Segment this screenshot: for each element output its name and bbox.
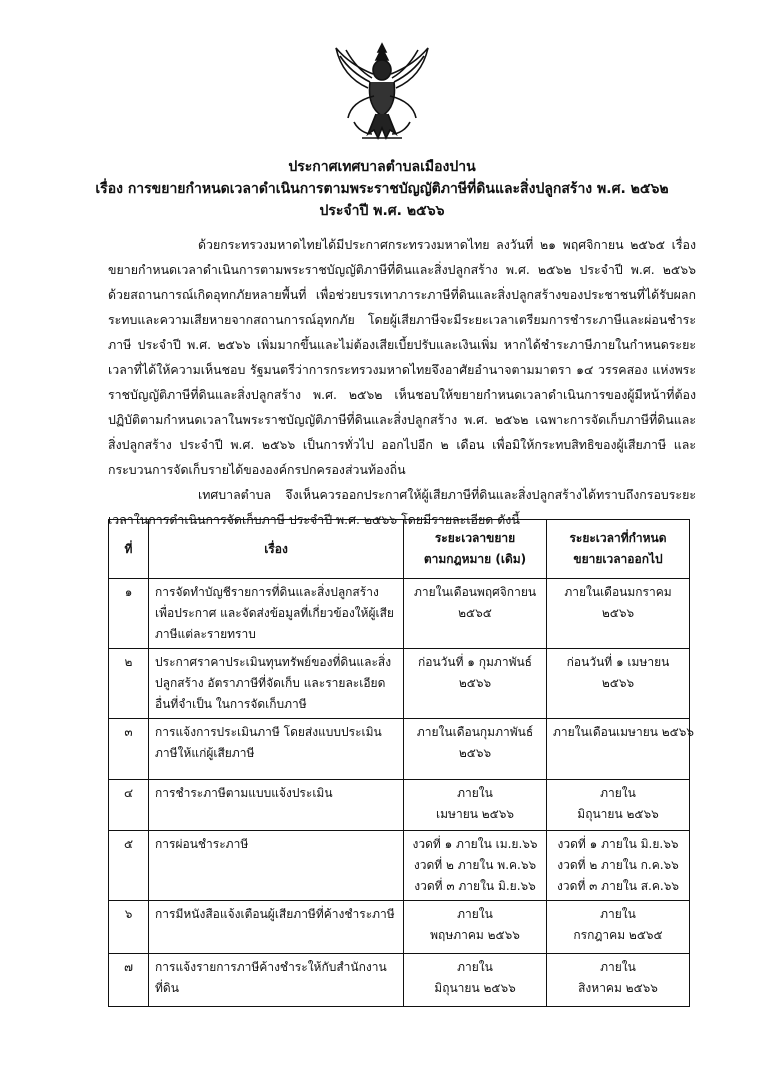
row-new-period: งวดที่ ๑ ภายใน มิ.ย.๖๖ งวดที่ ๒ ภายใน ก.ค.๖๖ งวดที่ ๓ ภายใน ส.ค.๖๖	[547, 831, 690, 901]
row-topic: การแจ้งรายการภาษีค้างชำระให้กับสำนักงานที่ดิน	[149, 954, 404, 1007]
row-topic: การจัดทำบัญชีรายการที่ดินและสิ่งปลูกสร้างเพื่อประกาศ และจัดส่งข้อมูลที่เกี่ยวข้องให้ผู้เสียภาษีแต่ละรายทราบ	[149, 579, 404, 649]
row-no: ๗	[109, 954, 149, 1007]
header-topic: เรื่อง	[149, 520, 404, 579]
table-row	[109, 780, 690, 831]
schedule-table	[108, 519, 694, 1007]
row-old-period: ภายใน มิถุนายน ๒๕๖๖	[404, 954, 547, 1007]
table-row	[109, 954, 690, 1007]
title-line-2: เรื่อง การขยายกำหนดเวลาดำเนินการตามพระราชบัญญัติภาษีที่ดินและสิ่งปลูกสร้าง พ.ศ. ๒๕๖๒	[95, 181, 669, 197]
row-no: ๕	[109, 831, 149, 901]
title-line-3: ประจำปี พ.ศ. ๒๕๖๖	[319, 203, 445, 219]
garuda-emblem-icon	[328, 38, 436, 148]
row-topic: การผ่อนชำระภาษี	[149, 831, 404, 901]
table-row	[109, 831, 690, 901]
table-header-row	[109, 520, 690, 579]
announcement-body	[108, 232, 696, 532]
row-topic: ประกาศราคาประเมินทุนทรัพย์ของที่ดินและสิ่งปลูกสร้าง อัตราภาษีที่จัดเก็บ และรายละเอียดอื่นที่จำเป็น ในการจัดเก็บภาษี	[149, 649, 404, 719]
paragraph-2: เทศบาลตำบล จึงเห็นควรออกประกาศให้ผู้เสียภาษีที่ดินและสิ่งปลูกสร้างได้ทราบถึงกรอบระยะเวลาในการดำเนินการจัดเก็บภาษี ประจำปี พ.ศ. ๒๕๖๖ โดยมีรายละเอียด ดังนี้	[108, 487, 696, 527]
row-new-period: ภายใน มิถุนายน ๒๕๖๖	[547, 780, 690, 831]
row-no: ๓	[109, 719, 149, 780]
title-line-1: ประกาศเทศบาลตำบลเมืองปาน	[288, 159, 476, 175]
row-topic: การแจ้งการประเมินภาษี โดยส่งแบบประเมินภาษีให้แก่ผู้เสียภาษี	[149, 719, 404, 780]
row-no: ๑	[109, 579, 149, 649]
row-old-period: ภายใน พฤษภาคม ๒๕๖๖	[404, 901, 547, 954]
row-topic: การชำระภาษีตามแบบแจ้งประเมิน	[149, 780, 404, 831]
row-no: ๒	[109, 649, 149, 719]
header-new-period: ระยะเวลาที่กำหนด ขยายเวลาออกไป	[547, 520, 690, 579]
row-old-period: ภายใน เมษายน ๒๕๖๖	[404, 780, 547, 831]
table-row	[109, 901, 690, 954]
row-no: ๔	[109, 780, 149, 831]
row-no: ๖	[109, 901, 149, 954]
row-old-period: ก่อนวันที่ ๑ กุมภาพันธ์ ๒๕๖๖	[404, 649, 547, 719]
row-topic: การมีหนังสือแจ้งเตือนผู้เสียภาษีที่ค้างชำระภาษี	[149, 901, 404, 954]
row-new-period: ภายในเดือนมกราคม ๒๕๖๖	[547, 579, 690, 649]
table-row	[109, 579, 690, 649]
row-new-period: ภายในเดือนเมษายน ๒๕๖๖	[547, 719, 690, 780]
row-old-period: ภายในเดือนกุมภาพันธ์ ๒๕๖๖	[404, 719, 547, 780]
row-old-period: งวดที่ ๑ ภายใน เม.ย.๖๖ งวดที่ ๒ ภายใน พ.ค.๖๖ งวดที่ ๓ ภายใน มิ.ย.๖๖	[404, 831, 547, 901]
header-no: ที่	[109, 520, 149, 579]
row-new-period: ภายใน กรกฎาคม ๒๕๖๕	[547, 901, 690, 954]
paragraph-1: ด้วยกระทรวงมหาดไทยได้มีประกาศกระทรวงมหาดไทย ลงวันที่ ๒๑ พฤศจิกายน ๒๕๖๕ เรื่องขยายกำหนดเวลาดำเนินการตามพระราชบัญญัติภาษีที่ดินและสิ่งปลูกสร้าง พ.ศ. ๒๕๖๒ ประจำปี พ.ศ. ๒๕๖๖ ด้วยสถานการณ์เกิดอุทกภัยหลายพื้นที่ เพื่อช่วยบรรเทาภาระภาษีที่ดินและสิ่งปลูกสร้างของประชาชนที่ได้รับผลกระทบและความเสียหายจากสถานการณ์อุทกภัย โดยผู้เสียภาษีจะมีระยะเวลาเตรียมการชำระภาษีและผ่อนชำระภาษี ประจำปี พ.ศ. ๒๕๖๖ เพิ่มมากขึ้นและไม่ต้องเสียเบี้ยปรับและเงินเพิ่ม หากได้ชำระภาษีภายในกำหนดระยะเวลาที่ได้ให้ความเห็นชอบ รัฐมนตรีว่าการกระทรวงมหาดไทยจึงอาศัยอำนาจตามมาตรา ๑๔ วรรคสอง แห่งพระราชบัญญัติภาษีที่ดินและสิ่งปลูกสร้าง พ.ศ. ๒๕๖๒ เห็นชอบให้ขยายกำหนดเวลาดำเนินการของผู้มีหน้าที่ต้องปฏิบัติตามกำหนดเวลาในพระราชบัญญัติภาษีที่ดินและสิ่งปลูกสร้าง พ.ศ. ๒๕๖๒ เฉพาะการจัดเก็บภาษีที่ดินและสิ่งปลูกสร้าง ประจำปี พ.ศ. ๒๕๖๖ เป็นการทั่วไป ออกไปอีก ๒ เดือน เพื่อมิให้กระทบสิทธิของผู้เสียภาษี และกระบวนการจัดเก็บรายได้ขององค์กรปกครองส่วนท้องถิ่น	[108, 237, 696, 477]
header-old-period: ระยะเวลาขยาย ตามกฎหมาย (เดิม)	[404, 520, 547, 579]
row-new-period: ก่อนวันที่ ๑ เมษายน ๒๕๖๖	[547, 649, 690, 719]
announcement-title	[80, 156, 684, 222]
row-new-period: ภายใน สิงหาคม ๒๕๖๖	[547, 954, 690, 1007]
table-row	[109, 719, 690, 780]
row-old-period: ภายในเดือนพฤศจิกายน ๒๕๖๕	[404, 579, 547, 649]
table-row	[109, 649, 690, 719]
